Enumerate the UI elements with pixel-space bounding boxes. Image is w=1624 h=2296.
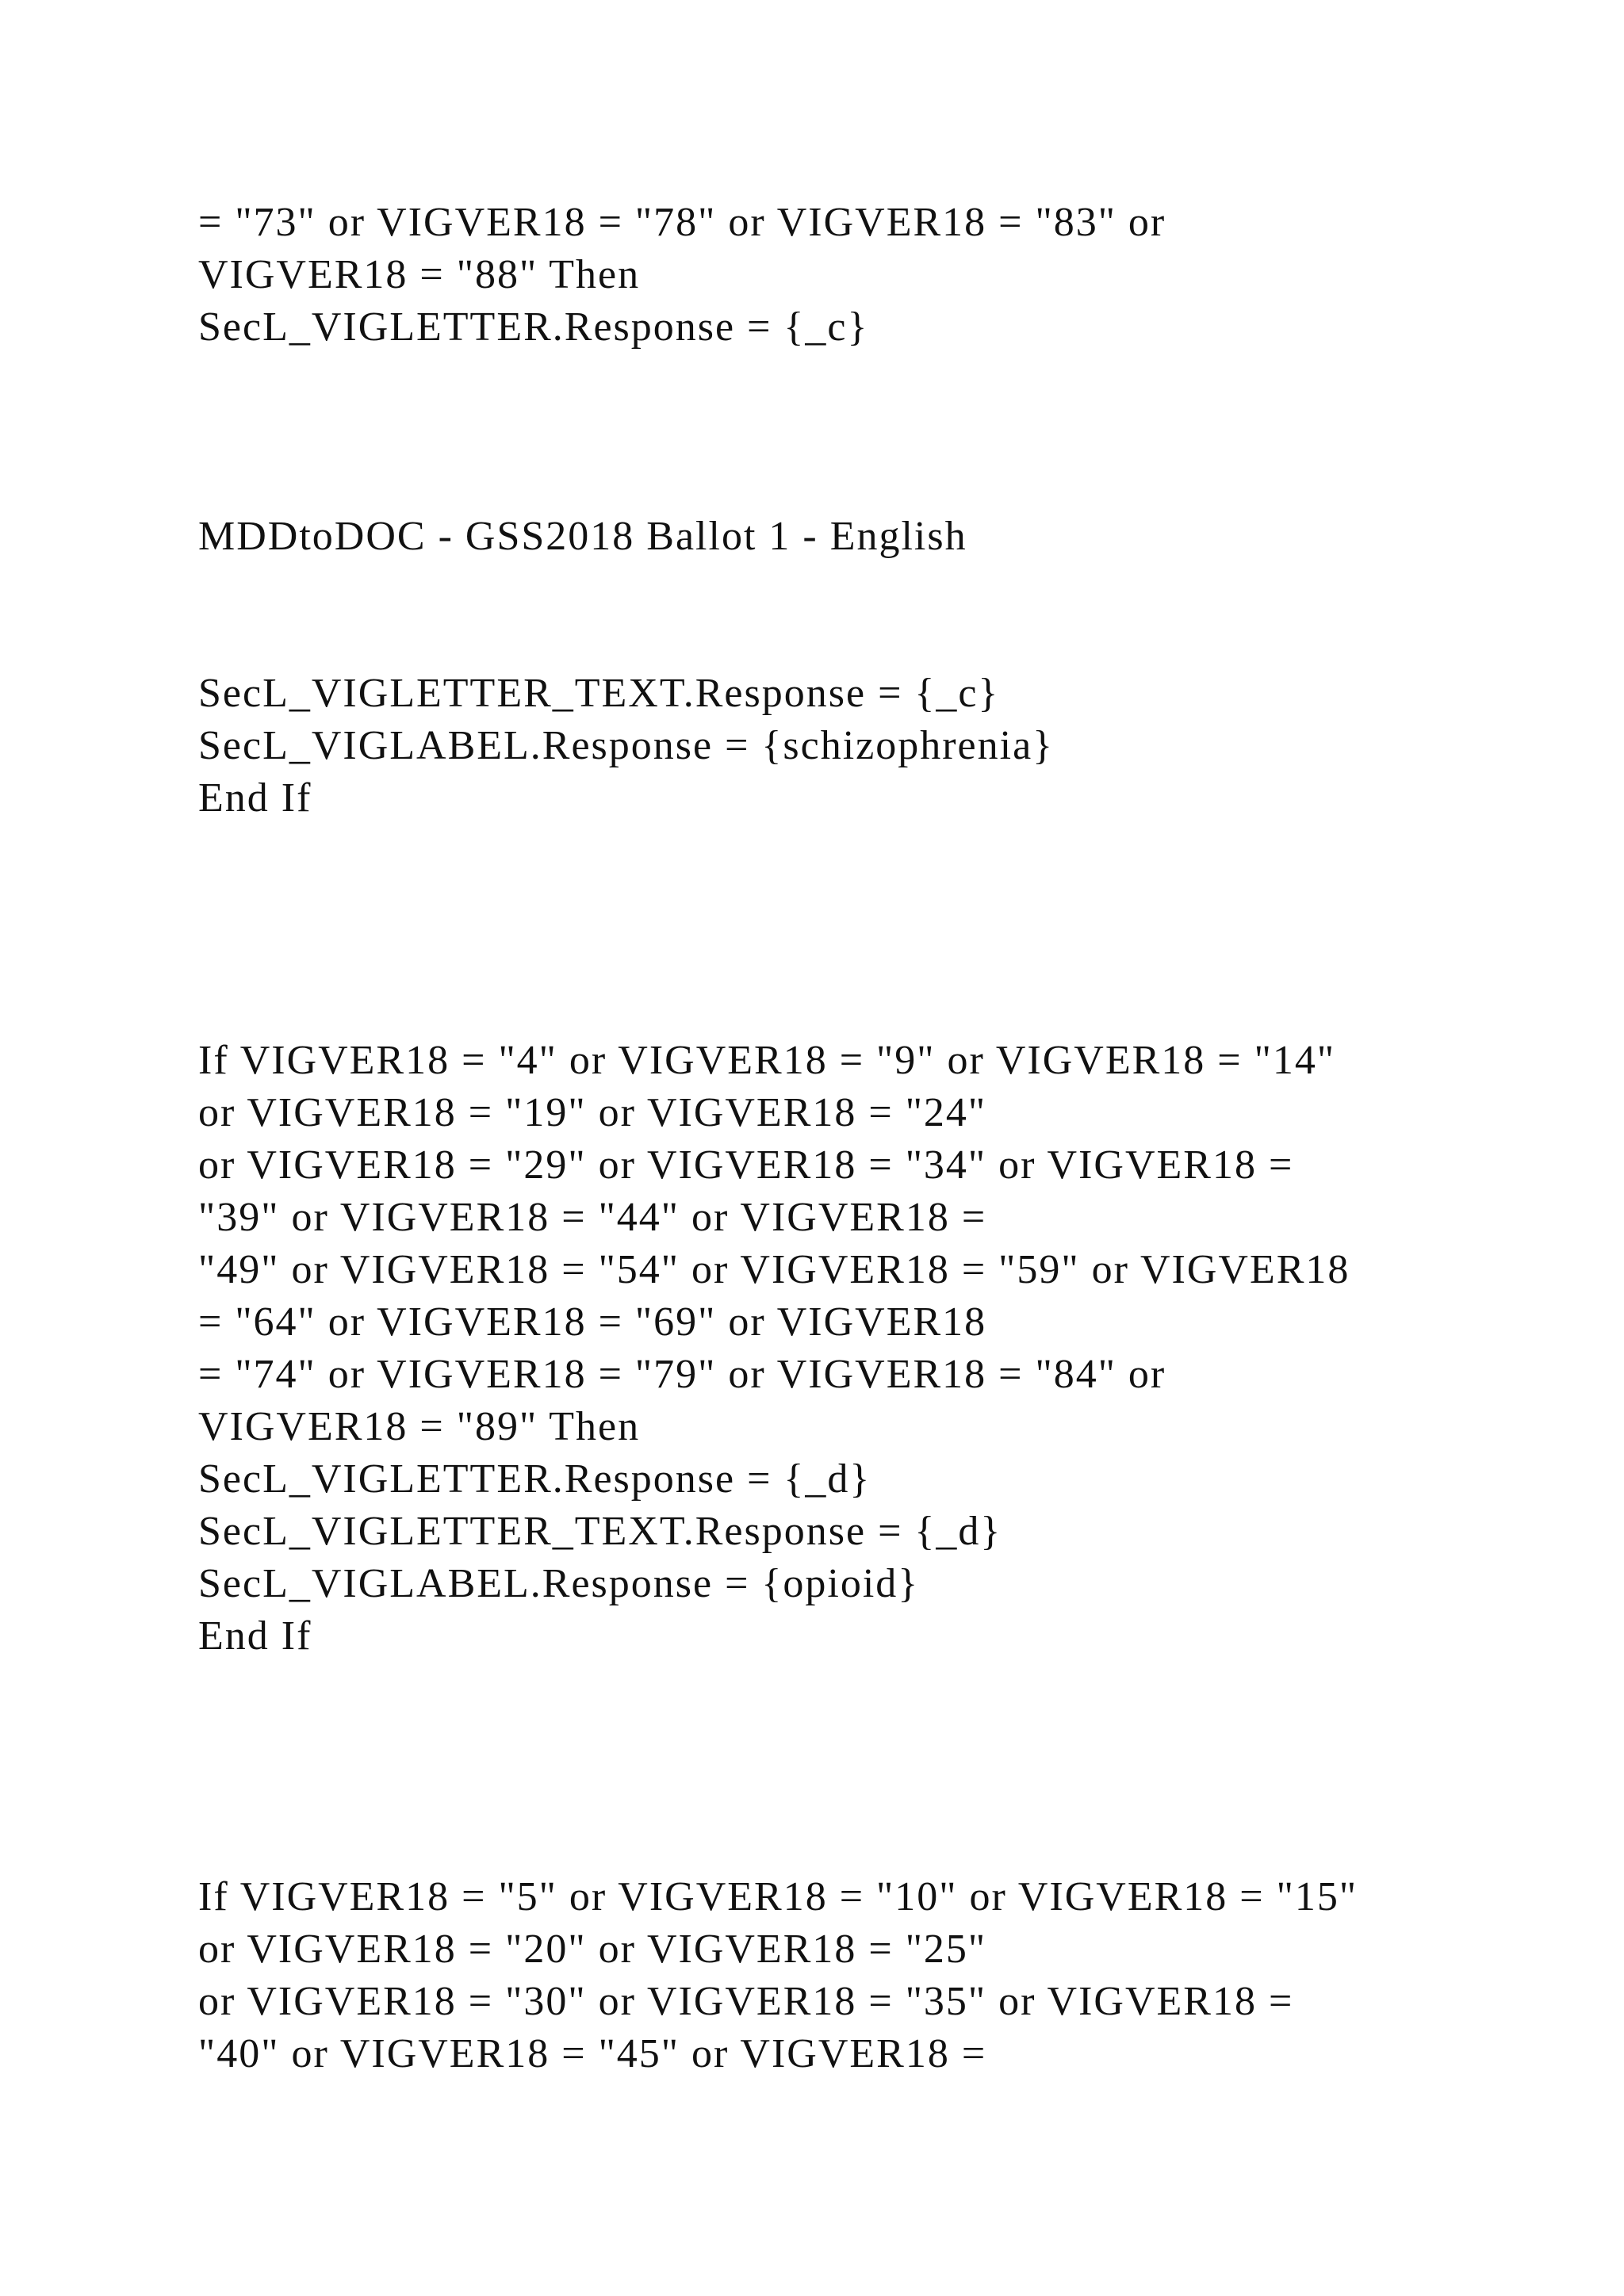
code-line: SecL_VIGLETTER_TEXT.Response = {_d} (198, 1509, 1002, 1554)
code-line: SecL_VIGLABEL.Response = {opioid} (198, 1561, 920, 1606)
code-line: "39" or VIGVER18 = "44" or VIGVER18 = (198, 1195, 987, 1240)
code-line: = "73" or VIGVER18 = "78" or VIGVER18 = "83" or (198, 200, 1166, 245)
code-line: VIGVER18 = "89" Then (198, 1404, 641, 1449)
code-line: or VIGVER18 = "30" or VIGVER18 = "35" or VIGVER18 = (198, 1979, 1294, 2024)
code-line: or VIGVER18 = "20" or VIGVER18 = "25" (198, 1927, 987, 1972)
code-line: VIGVER18 = "88" Then (198, 252, 641, 297)
code-line: or VIGVER18 = "19" or VIGVER18 = "24" (198, 1090, 987, 1135)
code-line: If VIGVER18 = "4" or VIGVER18 = "9" or VIGVER18 = "14" (198, 1038, 1336, 1083)
code-line: SecL_VIGLETTER.Response = {_d} (198, 1456, 871, 1502)
code-line: or VIGVER18 = "29" or VIGVER18 = "34" or VIGVER18 = (198, 1142, 1294, 1188)
code-line: End If (198, 775, 312, 821)
code-line: SecL_VIGLETTER.Response = {_c} (198, 304, 869, 350)
code-line: End If (198, 1613, 312, 1659)
page-header: MDDtoDOC - GSS2018 Ballot 1 - English (198, 514, 967, 559)
code-line: = "64" or VIGVER18 = "69" or VIGVER18 (198, 1299, 987, 1345)
code-line: SecL_VIGLABEL.Response = {schizophrenia} (198, 723, 1055, 768)
code-line: "40" or VIGVER18 = "45" or VIGVER18 = (198, 2031, 987, 2076)
code-line: "49" or VIGVER18 = "54" or VIGVER18 = "59" or VIGVER18 (198, 1247, 1350, 1292)
code-line: SecL_VIGLETTER_TEXT.Response = {_c} (198, 671, 1000, 716)
code-line: If VIGVER18 = "5" or VIGVER18 = "10" or VIGVER18 = "15" (198, 1874, 1358, 1919)
code-line: = "74" or VIGVER18 = "79" or VIGVER18 = "84" or (198, 1352, 1166, 1397)
